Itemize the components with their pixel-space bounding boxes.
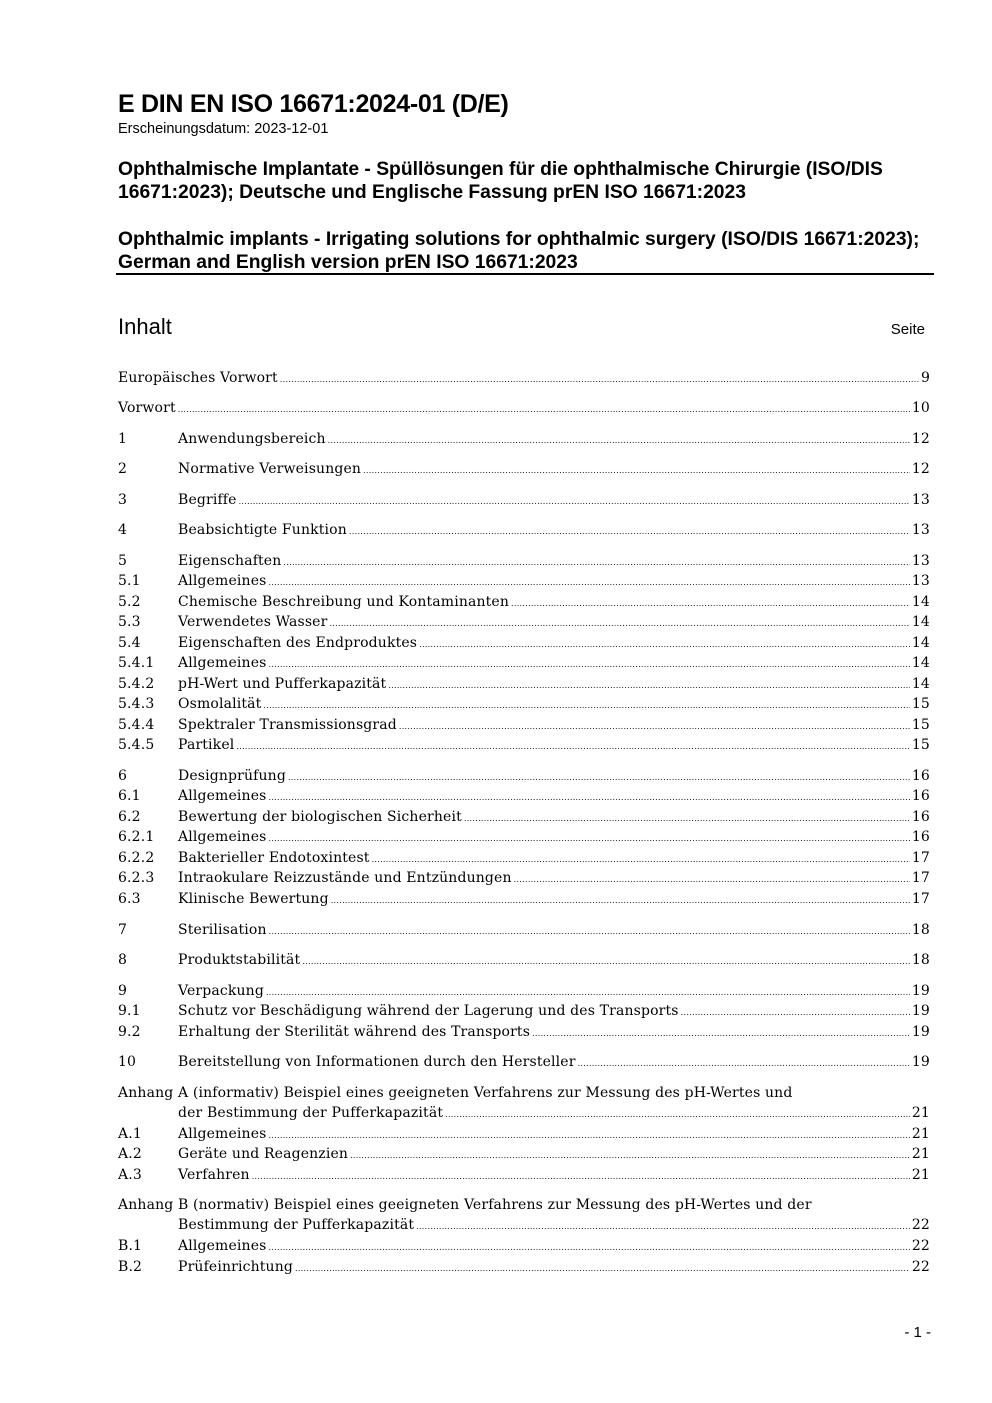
toc-entry-number: 5.4 — [118, 635, 141, 651]
toc-entry-number: 10 — [118, 1054, 137, 1070]
toc-page-column-label: Seite — [890, 321, 925, 338]
toc-entry-number: 5.4.2 — [118, 676, 155, 692]
toc-entry-page: 15 — [911, 737, 930, 753]
toc-entry-number: 5.4.4 — [118, 717, 155, 733]
toc-entry-title: pH-Wert und Pufferkapazität — [178, 676, 387, 692]
toc-entry-page: 13 — [911, 553, 930, 569]
toc-entry-page: 14 — [911, 635, 930, 651]
toc-entry-title: Partikel — [178, 737, 235, 753]
toc-entry-page: 21 — [911, 1167, 930, 1183]
toc-entry-page: 17 — [911, 870, 930, 886]
toc-leader-dots — [514, 870, 910, 886]
toc-entry-page: 13 — [911, 492, 930, 508]
toc-entry[interactable] — [118, 573, 930, 593]
toc-entry-number: B.1 — [118, 1238, 143, 1254]
toc-entry[interactable] — [118, 696, 930, 716]
toc-leader-dots — [269, 573, 910, 589]
toc-entry-title: Designprüfung — [178, 768, 286, 784]
toc-leader-dots — [511, 594, 910, 610]
toc-entry-title: Spektraler Transmissionsgrad — [178, 717, 397, 733]
title-english: Ophthalmic implants - Irrigating solutions for ophthalmic surgery (ISO/DIS 16671:2023); German and English version prEN ISO 16671:2023 — [118, 229, 920, 273]
toc-entry-page: 18 — [911, 952, 930, 968]
toc-entry-number: 6.3 — [118, 891, 141, 907]
toc-leader-dots — [288, 768, 910, 784]
toc-entry[interactable] — [118, 922, 930, 942]
toc-entry-title: Bakterieller Endotoxintest — [178, 850, 370, 866]
toc-entry-title: Allgemeines — [178, 829, 267, 845]
toc-entry-page: 12 — [911, 461, 930, 477]
toc-leader-dots — [269, 1238, 910, 1254]
toc-entry-title: Sterilisation — [178, 922, 267, 938]
toc-entry-page: 14 — [911, 614, 930, 630]
toc-entry-number: 2 — [118, 461, 128, 477]
toc-entry[interactable] — [118, 1105, 930, 1125]
publication-date: Erscheinungsdatum: 2023-12-01 — [118, 121, 329, 137]
toc-leader-dots — [283, 553, 909, 569]
toc-entry-page: 15 — [911, 696, 930, 712]
toc-entry[interactable] — [118, 1146, 930, 1166]
toc-entry-title: Osmolalität — [178, 696, 262, 712]
toc-leader-dots — [295, 1259, 910, 1275]
toc-entry-title: Begriffe — [178, 492, 237, 508]
toc-entry[interactable] — [118, 737, 930, 757]
toc-entry[interactable] — [118, 431, 930, 451]
toc-entry[interactable] — [118, 400, 930, 420]
toc-leader-dots — [363, 461, 910, 477]
toc-entry[interactable] — [118, 676, 930, 696]
toc-entry-title: Produktstabilität — [178, 952, 301, 968]
toc-leader-dots — [269, 1126, 910, 1142]
toc-entry-page: 14 — [911, 676, 930, 692]
toc-entry[interactable] — [118, 1259, 930, 1279]
toc-leader-dots — [236, 737, 909, 753]
toc-entry[interactable] — [118, 1217, 930, 1237]
toc-entry-title: Verfahren — [178, 1167, 250, 1183]
toc-entry[interactable] — [118, 1126, 930, 1146]
toc-leader-dots — [578, 1054, 910, 1070]
toc-leader-dots — [266, 983, 910, 999]
toc-entry-number: 4 — [118, 522, 128, 538]
toc-entry-number: 5.1 — [118, 573, 141, 589]
toc-entry-number: 6.2.3 — [118, 870, 155, 886]
toc-entry-page: 10 — [911, 400, 930, 416]
toc-entry[interactable] — [118, 522, 930, 542]
toc-entry-number: 8 — [118, 952, 128, 968]
toc-entry-number: 5 — [118, 553, 128, 569]
document-id: E DIN EN ISO 16671:2024-01 (D/E) — [118, 90, 509, 118]
toc-entry[interactable] — [118, 1167, 930, 1187]
toc-entry-number: 5.3 — [118, 614, 141, 630]
toc-entry-page: 16 — [911, 809, 930, 825]
toc-entry[interactable] — [118, 829, 930, 849]
toc-entry-page: 16 — [911, 788, 930, 804]
toc-entry-page: 14 — [911, 655, 930, 671]
toc-entry[interactable] — [118, 1238, 930, 1258]
toc-entry[interactable] — [118, 614, 930, 634]
toc-entry[interactable] — [118, 952, 930, 972]
toc-entry-number: 6.1 — [118, 788, 141, 804]
toc-entry-title: Verwendetes Wasser — [178, 614, 328, 630]
toc-leader-dots — [416, 1217, 910, 1233]
toc-leader-dots — [269, 788, 910, 804]
toc-entry[interactable] — [118, 1003, 930, 1023]
toc-entry-page: 21 — [911, 1105, 930, 1121]
toc-entry-title: Normative Verweisungen — [178, 461, 362, 477]
toc-leader-dots — [350, 1146, 910, 1162]
toc-leader-dots — [388, 676, 910, 692]
toc-leader-dots — [445, 1105, 910, 1121]
toc-entry-number: 6.2.1 — [118, 829, 155, 845]
toc-heading: Inhalt — [118, 314, 172, 339]
toc-entry-title: Chemische Beschreibung und Kontaminanten — [178, 594, 510, 610]
toc-leader-dots — [329, 614, 909, 630]
toc-entry-page: 19 — [911, 1003, 930, 1019]
toc-entry[interactable] — [118, 850, 930, 870]
toc-entry-page: 22 — [911, 1238, 930, 1254]
toc-entry-number: 1 — [118, 431, 128, 447]
toc-leader-dots — [239, 492, 910, 508]
toc-entry[interactable] — [118, 891, 930, 911]
toc-entry-page: 13 — [911, 522, 930, 538]
toc-entry-number: A.1 — [118, 1126, 142, 1142]
toc-entry-page: 18 — [911, 922, 930, 938]
toc-entry-number: 5.2 — [118, 594, 141, 610]
toc-entry-title: der Bestimmung der Pufferkapazität — [178, 1105, 444, 1121]
toc-entry[interactable] — [118, 655, 930, 675]
toc-entry-number: 6.2 — [118, 809, 141, 825]
toc-entry-page: 19 — [911, 983, 930, 999]
toc-entry-title: Vorwort — [118, 400, 176, 416]
toc-entry-title: Allgemeines — [178, 655, 267, 671]
toc-entry-number: A.2 — [118, 1146, 142, 1162]
toc-entry-title: Europäisches Vorwort — [118, 370, 278, 386]
toc-entry-title: Eigenschaften des Endproduktes — [178, 635, 418, 651]
toc-entry-title: Erhaltung der Sterilität während des Transports — [178, 1024, 531, 1040]
toc-entry-number: 3 — [118, 492, 128, 508]
toc-entry[interactable] — [118, 1054, 930, 1074]
toc-entry-title: Bestimmung der Pufferkapazität — [178, 1217, 415, 1233]
header-divider — [116, 273, 934, 275]
toc-entry[interactable] — [118, 788, 930, 808]
toc-entry-number: B.2 — [118, 1259, 143, 1275]
toc-entry-page: 19 — [911, 1024, 930, 1040]
toc-leader-dots — [280, 370, 919, 386]
toc-leader-dots — [681, 1003, 910, 1019]
title-german: Ophthalmische Implantate - Spüllösungen für die ophthalmische Chirurgie (ISO/DIS 16671:2023); Deutsche und Englische Fassung prEN ISO 16671:2023 — [118, 159, 883, 203]
toc-entry-title: Verpackung — [178, 983, 264, 999]
page-number: - 1 - — [904, 1324, 931, 1341]
toc-entry-page: 22 — [911, 1259, 930, 1275]
toc-entry-title: Allgemeines — [178, 788, 267, 804]
toc-entry[interactable] — [118, 983, 930, 1003]
toc-entry-title: Prüfeinrichtung — [178, 1259, 293, 1275]
annex-heading-line[interactable]: Anhang A (informativ) Beispiel eines geeigneten Verfahrens zur Messung des pH-Wertes und — [118, 1085, 793, 1101]
toc-entry-title: Eigenschaften — [178, 553, 282, 569]
toc-entry-number: 5.4.3 — [118, 696, 155, 712]
toc-leader-dots — [302, 952, 910, 968]
toc-entry-number: 9.1 — [118, 1003, 141, 1019]
toc-entry[interactable] — [118, 635, 930, 655]
toc-entry[interactable] — [118, 1024, 930, 1044]
toc-entry[interactable] — [118, 717, 930, 737]
toc-entry-number: 5.4.1 — [118, 655, 155, 671]
toc-entry-page: 12 — [911, 431, 930, 447]
toc-entry-title: Klinische Bewertung — [178, 891, 329, 907]
toc-entry-title: Bewertung der biologischen Sicherheit — [178, 809, 462, 825]
toc-entry-page: 14 — [911, 594, 930, 610]
toc-entry[interactable] — [118, 768, 930, 788]
toc-entry[interactable] — [118, 461, 930, 481]
toc-entry-number: A.3 — [118, 1167, 142, 1183]
toc-entry[interactable] — [118, 870, 930, 890]
toc-entry-title: Bereitstellung von Informationen durch den Hersteller — [178, 1054, 576, 1070]
toc-leader-dots — [178, 400, 910, 416]
toc-entry-number: 7 — [118, 922, 128, 938]
toc-leader-dots — [399, 717, 910, 733]
toc-entry-page: 16 — [911, 829, 930, 845]
toc-leader-dots — [263, 696, 909, 712]
toc-entry[interactable] — [118, 594, 930, 614]
toc-entry-page: 21 — [911, 1146, 930, 1162]
toc-entry-page: 17 — [911, 891, 930, 907]
toc-entry-page: 22 — [911, 1217, 930, 1233]
toc-leader-dots — [269, 655, 910, 671]
toc-entry-title: Allgemeines — [178, 1126, 267, 1142]
toc-entry-page: 17 — [911, 850, 930, 866]
toc-entry[interactable] — [118, 553, 930, 573]
toc-entry-title: Beabsichtigte Funktion — [178, 522, 347, 538]
toc-entry-title: Allgemeines — [178, 1238, 267, 1254]
toc-leader-dots — [349, 522, 910, 538]
toc-leader-dots — [269, 829, 910, 845]
toc-entry-number: 6 — [118, 768, 128, 784]
toc-leader-dots — [419, 635, 910, 651]
toc-entry-page: 21 — [911, 1126, 930, 1142]
toc-entry-page: 16 — [911, 768, 930, 784]
toc-leader-dots — [331, 891, 910, 907]
toc-leader-dots — [252, 1167, 910, 1183]
toc-leader-dots — [328, 431, 910, 447]
annex-heading-line[interactable]: Anhang B (normativ) Beispiel eines geeigneten Verfahrens zur Messung des pH-Wertes und der — [118, 1197, 812, 1213]
toc-leader-dots — [464, 809, 910, 825]
toc-entry-title: Allgemeines — [178, 573, 267, 589]
toc-entry-number: 6.2.2 — [118, 850, 155, 866]
toc-entry-page: 9 — [920, 370, 930, 386]
toc-entry-title: Schutz vor Beschädigung während der Lagerung und des Transports — [178, 1003, 679, 1019]
toc-leader-dots — [372, 850, 910, 866]
toc-entry[interactable] — [118, 809, 930, 829]
toc-entry-title: Anwendungsbereich — [178, 431, 326, 447]
toc-entry-number: 9 — [118, 983, 128, 999]
toc-entry-page: 13 — [911, 573, 930, 589]
toc-entry-page: 19 — [911, 1054, 930, 1070]
toc-entry-title: Intraokulare Reizzustände und Entzündungen — [178, 870, 512, 886]
toc-entry-title: Geräte und Reagenzien — [178, 1146, 349, 1162]
toc-leader-dots — [269, 922, 910, 938]
toc-entry[interactable] — [118, 492, 930, 512]
toc-entry-number: 5.4.5 — [118, 737, 155, 753]
toc-entry-page: 15 — [911, 717, 930, 733]
toc-leader-dots — [532, 1024, 910, 1040]
toc-entry-number: 9.2 — [118, 1024, 141, 1040]
toc-entry[interactable] — [118, 370, 930, 390]
